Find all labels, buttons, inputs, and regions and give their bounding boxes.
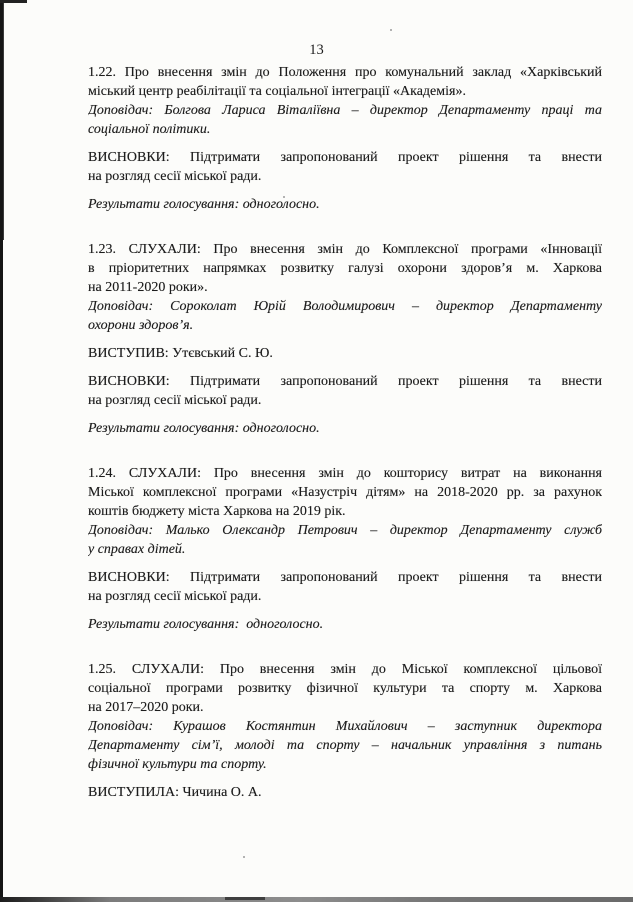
speaker-line: у справах дітей.	[88, 542, 186, 557]
topic-line: 1.24. СЛУХАЛИ: Про внесення змін до кошторису витрат на виконання	[88, 466, 602, 481]
speaker-line: Департаменту сім’ї, молоді та спорту – начальник управління з питань	[88, 738, 602, 753]
vote-result-line: Результати голосування: одноголосно.	[88, 617, 324, 632]
topic-paragraph	[88, 464, 602, 559]
topic-line: на 2011-2020 роки».	[88, 280, 208, 295]
conclusions-line: на розгляд сесії міської ради.	[88, 589, 262, 604]
left-scan-edge-line	[0, 0, 3, 897]
speaker-line: охорони здоров’я.	[88, 318, 194, 333]
conclusions-line: ВИСНОВКИ: Підтримати запропонований проект рішення та внести	[88, 150, 602, 165]
conclusions-line: ВИСНОВКИ: Підтримати запропонований проект рішення та внести	[88, 374, 602, 389]
bottom-scan-edge-dark-segment	[225, 897, 265, 900]
top-left-scan-mark	[0, 0, 27, 3]
page-number: 13	[309, 42, 324, 58]
speaker-line: Доповідач: Болгова Лариса Віталіївна – директор Департаменту праці та	[88, 103, 602, 118]
speaker-line: фізичної культури та спорту.	[88, 757, 267, 772]
agenda-item-1-23	[88, 240, 602, 438]
topic-line: міський центр реабілітації та соціальної інтеграції «Академія».	[88, 84, 466, 99]
vote-result-paragraph	[88, 195, 602, 214]
conclusions-line: на розгляд сесії міської ради.	[88, 393, 262, 408]
speaker-line: Доповідач: Сороколат Юрій Володимирович – директор Департаменту	[88, 299, 602, 314]
speaker-line: Доповідач: Малько Олександр Петрович – директор Департаменту служб	[88, 523, 602, 538]
speech-paragraph	[88, 783, 602, 802]
agenda-item-1-22	[88, 63, 602, 214]
conclusions-paragraph	[88, 372, 602, 410]
topic-line: 1.25. СЛУХАЛИ: Про внесення змін до Міської комплексної цільової	[88, 662, 602, 677]
conclusions-paragraph	[88, 148, 602, 186]
topic-paragraph	[88, 240, 602, 335]
vote-result-paragraph	[88, 615, 602, 634]
topic-paragraph	[88, 63, 602, 139]
conclusions-paragraph	[88, 568, 602, 606]
vote-result-paragraph	[88, 419, 602, 438]
vote-result-line: Результати голосування: одноголосно.	[88, 421, 320, 436]
topic-line: в пріоритетних напрямках розвитку галузі охорони здоров’я м. Харкова	[88, 261, 602, 276]
conclusions-line: ВИСНОВКИ: Підтримати запропонований проект рішення та внести	[88, 570, 602, 585]
speech-paragraph	[88, 344, 602, 363]
scan-speck	[243, 856, 245, 858]
conclusions-line: на розгляд сесії міської ради.	[88, 169, 262, 184]
vote-result-line: Результати голосування: одноголосно.	[88, 197, 320, 212]
document-body	[88, 63, 602, 802]
topic-paragraph	[88, 660, 602, 774]
topic-line: 1.23. СЛУХАЛИ: Про внесення змін до Комплексної програми «Інновації	[88, 242, 602, 257]
speech-line: ВИСТУПИВ: Утєвський С. Ю.	[88, 346, 273, 361]
agenda-item-1-24	[88, 464, 602, 634]
speaker-line: соціальної політики.	[88, 122, 211, 137]
bottom-scan-edge	[0, 897, 633, 902]
topic-line: на 2017–2020 роки.	[88, 700, 204, 715]
topic-line: Міської комплексної програми «Назустріч дітям» на 2018-2020 рр. за рахунок	[88, 485, 602, 500]
agenda-item-1-25	[88, 660, 602, 802]
speech-line: ВИСТУПИЛА: Чичина О. А.	[88, 785, 262, 800]
topic-line: коштів бюджету міста Харкова на 2019 рік.	[88, 504, 346, 519]
topic-line: 1.22. Про внесення змін до Положення про комунальний заклад «Харківський	[88, 65, 602, 80]
scan-speck	[390, 29, 392, 31]
speaker-line: Доповідач: Курашов Костянтин Михайлович – заступник директора	[88, 719, 602, 734]
topic-line: соціальної програми розвитку фізичної культури та спорту м. Харкова	[88, 681, 602, 696]
